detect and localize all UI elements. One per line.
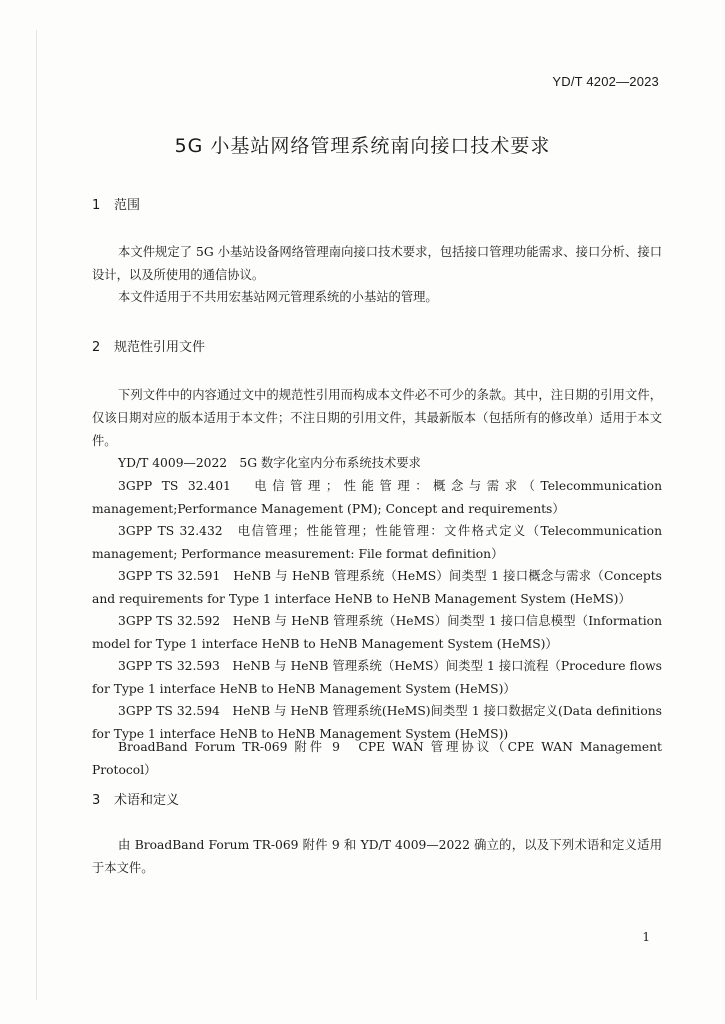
paragraph: 下列文件中的内容通过文中的规范性引用而构成本文件必不可少的条款。其中，注日期的引用文件，仅该日期对应的版本适用于本文件；不注日期的引用文件，其最新版本（包括所有的修改单）适用于本文件。 <box>92 388 662 448</box>
paragraph: 由 BroadBand Forum TR-069 附件 9 和 YD/T 4009—2022 确立的，以及下列术语和定义适用于本文件。 <box>92 838 662 875</box>
section-number: 3 <box>92 793 101 808</box>
paragraph: 本文件规定了 5G 小基站设备网络管理南向接口技术要求，包括接口管理功能需求、接口分析、接口设计，以及所使用的通信协议。 <box>92 245 662 282</box>
section-title: 规范性引用文件 <box>114 340 206 355</box>
section-3-heading <box>92 789 179 808</box>
reference-item: BroadBand Forum TR-069 附件 9 CPE WAN 管理协议（CPE WAN Management Protocol） <box>92 740 662 777</box>
section-title: 术语和定义 <box>114 793 180 808</box>
section-number: 2 <box>92 340 101 355</box>
section-1-heading <box>92 194 140 213</box>
reference-item: YD/T 4009—2022 5G 数字化室内分布系统技术要求 <box>118 456 421 470</box>
document-number: YD/T 4202—2023 <box>552 74 659 89</box>
reference-item: 3GPP TS 32.432 电信管理；性能管理；性能管理：文件格式定义（Telecommunication management; Performance measurement: File format definition） <box>92 524 662 561</box>
section-2-heading <box>92 336 205 355</box>
section-title: 范围 <box>114 198 141 213</box>
paragraph: 本文件适用于不共用宏基站网元管理系统的小基站的管理。 <box>118 290 438 304</box>
reference-item: 3GPP TS 32.401 电信管理；性能管理：概念与需求（Telecommunication management;Performance Management (PM); Concept and requirements） <box>92 479 662 516</box>
page-number: 1 <box>642 930 650 944</box>
scan-edge-line <box>36 30 37 1000</box>
reference-item: 3GPP TS 32.593 HeNB 与 HeNB 管理系统（HeMS）间类型 1 接口流程（Procedure flows for Type 1 interface HeNB to HeNB Management System (HeMS)） <box>92 659 662 696</box>
reference-item: 3GPP TS 32.591 HeNB 与 HeNB 管理系统（HeMS）间类型 1 接口概念与需求（Concepts and requirements for Type 1 interface HeNB to HeNB Management System (HeMS)） <box>92 569 662 606</box>
reference-item: 3GPP TS 32.594 HeNB 与 HeNB 管理系统(HeMS)间类型 1 接口数据定义(Data definitions for Type 1 interface HeNB to HeNB Management System (HeMS)) <box>92 704 662 741</box>
document-title: 5G 小基站网络管理系统南向接口技术要求 <box>174 135 551 157</box>
reference-item: 3GPP TS 32.592 HeNB 与 HeNB 管理系统（HeMS）间类型 1 接口信息模型（Information model for Type 1 interface HeNB to HeNB Management System (HeMS)） <box>92 614 662 651</box>
section-number: 1 <box>92 198 101 213</box>
